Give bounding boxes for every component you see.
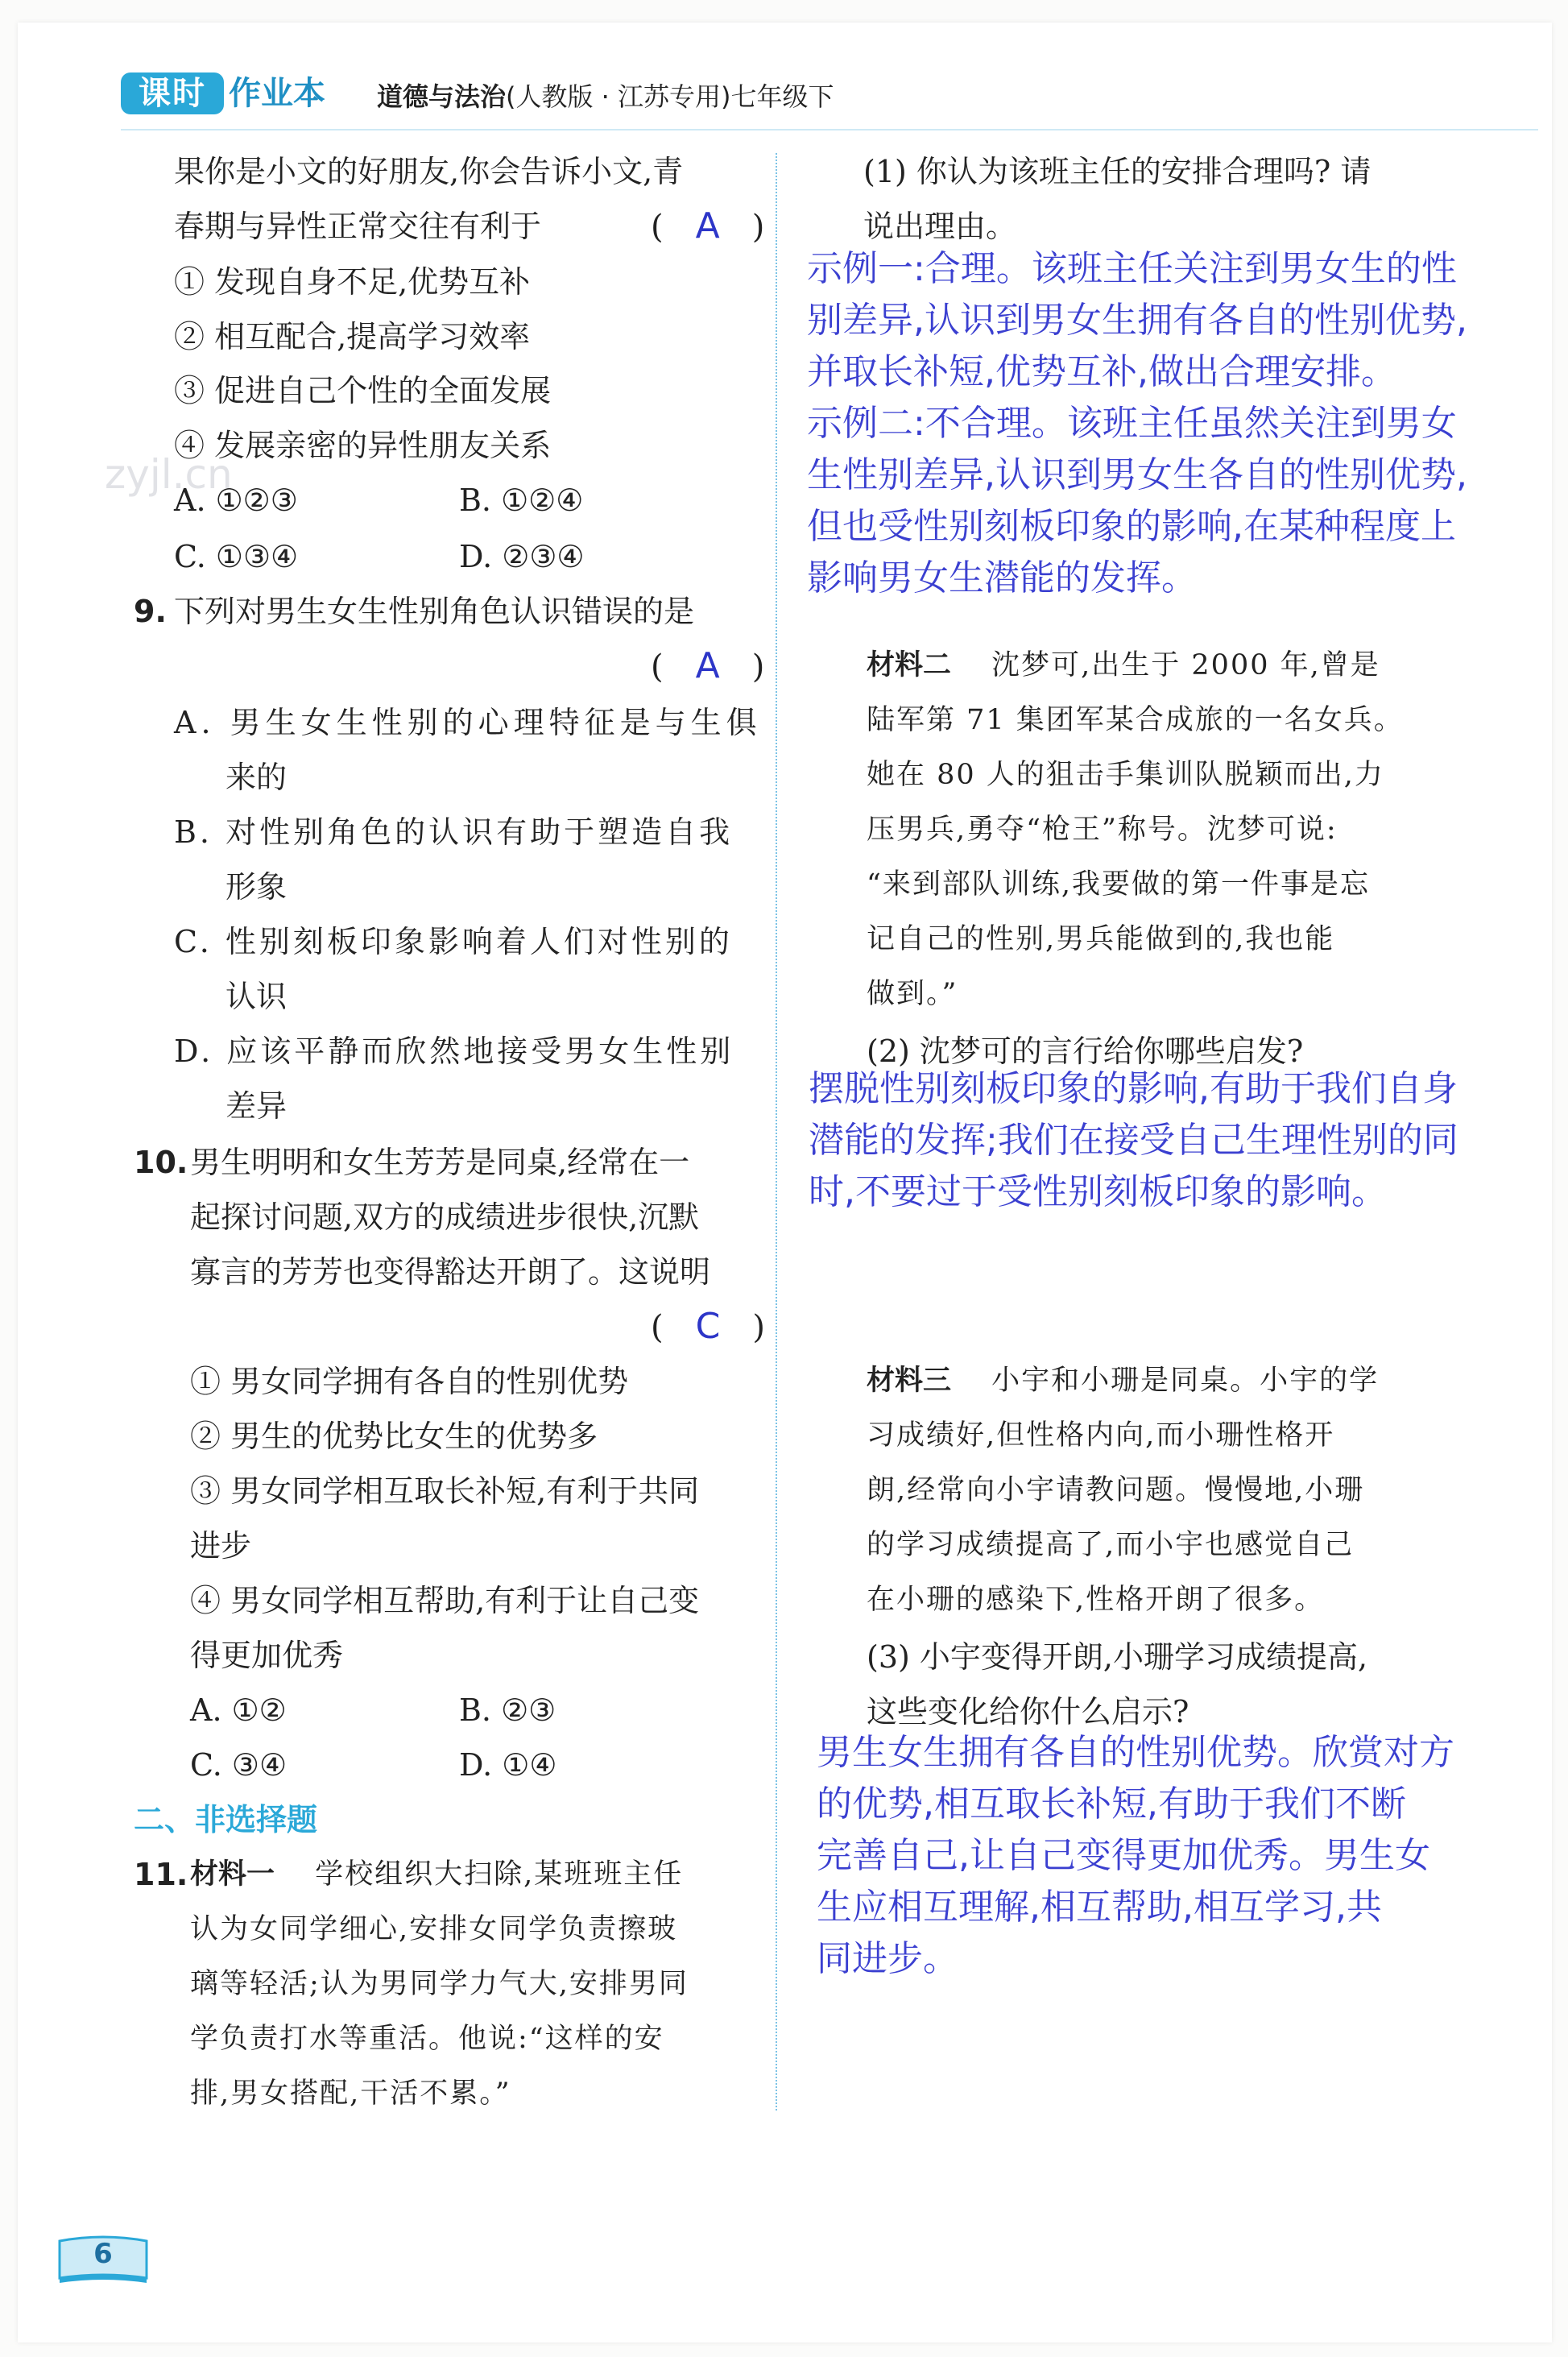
answer-1-line: 影响男女生潜能的发挥。 bbox=[807, 557, 1197, 599]
q11-number: 11. bbox=[134, 1857, 188, 1892]
q10-number: 10. bbox=[134, 1145, 188, 1180]
q8-option: ① 发现自身不足,优势互补 bbox=[174, 264, 531, 300]
sub-question-1: (1) 你认为该班主任的安排合理吗? 请 bbox=[863, 154, 1371, 189]
q9-option-c-cont: 认识 bbox=[225, 979, 288, 1014]
q11-material-line: 排,男女搭配,干活不累。” bbox=[190, 2077, 511, 2110]
answer-3-line: 生应相互理解,相互帮助,相互学习,共 bbox=[817, 1887, 1382, 1928]
sub-question-3-cont: 这些变化给你什么启示? bbox=[867, 1694, 1189, 1729]
material-3: 材料三 小宇和小珊是同桌。小宇的学 bbox=[867, 1365, 1380, 1397]
q11-material-line: 学负责打水等重活。他说:“这样的安 bbox=[190, 2023, 664, 2055]
q8-option: ③ 促进自己个性的全面发展 bbox=[174, 373, 552, 408]
material-2-line: 记自己的性别,男兵能做到的,我也能 bbox=[867, 923, 1335, 955]
sub-question-1-cont: 说出理由。 bbox=[863, 209, 1017, 244]
q8-option: ② 相互配合,提高学习效率 bbox=[174, 319, 531, 354]
q8-option: ④ 发展亲密的异性朋友关系 bbox=[174, 428, 552, 463]
q10-answer: ( C ) bbox=[651, 1306, 765, 1347]
q10-choice-a: A. ①② bbox=[190, 1692, 287, 1728]
q10-option: ④ 男女同学相互帮助,有利于让自己变 bbox=[190, 1583, 700, 1618]
q9-option-d-cont: 差异 bbox=[225, 1088, 288, 1124]
q8-line: 春期与异性正常交往有利于 bbox=[174, 209, 542, 244]
answer-2-line: 潜能的发挥;我们在接受自己生理性别的同 bbox=[809, 1120, 1458, 1161]
material-3-line: 习成绩好,但性格内向,而小珊性格开 bbox=[867, 1419, 1335, 1452]
column-divider bbox=[776, 153, 777, 2111]
q9-stem: 下列对男生女生性别角色认识错误的是 bbox=[174, 594, 695, 629]
q9-option-a-cont: 来的 bbox=[225, 760, 288, 795]
sub-question-3: (3) 小宇变得开朗,小珊学习成绩提高, bbox=[867, 1639, 1368, 1675]
material-2-line: 她在 80 人的狙击手集训队脱颖而出,力 bbox=[867, 759, 1384, 791]
watermark: zyjl.cn bbox=[105, 451, 233, 498]
q9-option-a: A. 男生女生性别的心理特征是与生俱 bbox=[174, 705, 762, 740]
answer-1-line: 生性别差异,认识到男女生各自的性别优势, bbox=[807, 454, 1467, 495]
q10-choice-c: C. ③④ bbox=[190, 1747, 288, 1783]
material-3-line: 的学习成绩提高了,而小宇也感觉自己 bbox=[867, 1529, 1355, 1561]
answer-1-line: 示例二:不合理。该班主任虽然关注到男女 bbox=[807, 403, 1457, 444]
q10-option: ② 男生的优势比女生的优势多 bbox=[190, 1419, 598, 1454]
subject-title: 道德与法治(人教版 · 江苏专用)七年级下 bbox=[377, 81, 834, 112]
q10-line: 男生明明和女生芳芳是同桌,经常在一 bbox=[190, 1145, 690, 1180]
material-label: 材料一 bbox=[190, 1858, 275, 1891]
q10-option-cont: 进步 bbox=[190, 1528, 252, 1564]
answer-3-line: 同进步。 bbox=[817, 1938, 958, 1979]
logo-tail: 作业本 bbox=[229, 75, 325, 112]
material-3-line: 在小珊的感染下,性格开朗了很多。 bbox=[867, 1584, 1325, 1616]
q10-option-cont: 得更加优秀 bbox=[190, 1638, 344, 1673]
q9-number: 9. bbox=[134, 594, 167, 629]
material-2-line: 做到。” bbox=[867, 978, 958, 1010]
answer-1-line: 但也受性别刻板印象的影响,在某种程度上 bbox=[807, 506, 1456, 547]
page-number-badge bbox=[55, 2233, 151, 2288]
q9-option-b-cont: 形象 bbox=[225, 869, 288, 905]
q10-choice-d: D. ①④ bbox=[459, 1747, 557, 1783]
logo: 课时 bbox=[121, 72, 224, 114]
section-heading: 二、非选择题 bbox=[134, 1802, 318, 1837]
sub-question-2: (2) 沈梦可的言行给你哪些启发? bbox=[867, 1034, 1304, 1069]
material-label: 材料三 bbox=[867, 1365, 952, 1397]
answer-2-line: 时,不要过于受性别刻板印象的影响。 bbox=[809, 1171, 1387, 1212]
q9-answer: ( A ) bbox=[651, 645, 765, 686]
q10-choice-b: B. ②③ bbox=[459, 1692, 556, 1728]
answer-3-line: 完善自己,让自己变得更加优秀。男生女 bbox=[817, 1835, 1430, 1876]
q11-material-line: 认为女同学细心,安排女同学负责擦玻 bbox=[190, 1913, 678, 1945]
material-2-line: 陆军第 71 集团军某合成旅的一名女兵。 bbox=[867, 704, 1404, 736]
q8-choice-b: B. ①②④ bbox=[459, 483, 584, 518]
q10-line: 寡言的芳芳也变得豁达开朗了。这说明 bbox=[190, 1254, 711, 1290]
answer-2-line: 摆脱性别刻板印象的影响,有助于我们自身 bbox=[809, 1068, 1458, 1109]
material-2: 材料二 沈梦可,出生于 2000 年,曾是 bbox=[867, 649, 1380, 681]
header-divider bbox=[121, 129, 1538, 130]
q9-option-d: D. 应该平静而欣然地接受男女生性别 bbox=[174, 1034, 734, 1069]
answer-3-line: 男生女生拥有各自的性别优势。欣赏对方 bbox=[817, 1732, 1454, 1773]
q11-material-1: 材料一 学校组织大扫除,某班班主任 bbox=[190, 1858, 684, 1891]
material-3-line: 朗,经常向小宇请教问题。慢慢地,小珊 bbox=[867, 1474, 1365, 1506]
q10-line: 起探讨问题,双方的成绩进步很快,沉默 bbox=[190, 1199, 700, 1235]
q8-choice-c: C. ①③④ bbox=[174, 539, 299, 574]
q8-line: 果你是小文的好朋友,你会告诉小文,青 bbox=[174, 154, 684, 189]
q9-option-b: B. 对性别角色的认识有助于塑造自我 bbox=[174, 814, 734, 850]
material-2-line: 压男兵,勇夺“枪王”称号。沈梦可说: bbox=[867, 814, 1338, 846]
q10-option: ③ 男女同学相互取长补短,有利于共同 bbox=[190, 1473, 700, 1509]
q8-answer: ( A ) bbox=[651, 205, 765, 246]
q9-option-c: C. 性别刻板印象影响着人们对性别的 bbox=[174, 924, 733, 959]
q8-choice-a: A. ①②③ bbox=[174, 483, 298, 518]
material-label: 材料二 bbox=[867, 649, 952, 681]
answer-1-line: 示例一:合理。该班主任关注到男女生的性 bbox=[807, 248, 1457, 289]
answer-1-line: 别差异,认识到男女生拥有各自的性别优势, bbox=[807, 300, 1467, 341]
page-number: 6 bbox=[93, 2238, 113, 2270]
answer-1-line: 并取长补短,优势互补,做出合理安排。 bbox=[807, 351, 1396, 392]
q8-choice-d: D. ②③④ bbox=[459, 539, 585, 574]
q11-material-line: 璃等轻活;认为男同学力气大,安排男同 bbox=[190, 1968, 689, 2000]
q10-option: ① 男女同学拥有各自的性别优势 bbox=[190, 1364, 629, 1399]
material-2-line: “来到部队训练,我要做的第一件事是忘 bbox=[867, 868, 1371, 901]
answer-3-line: 的优势,相互取长补短,有助于我们不断 bbox=[817, 1783, 1406, 1825]
